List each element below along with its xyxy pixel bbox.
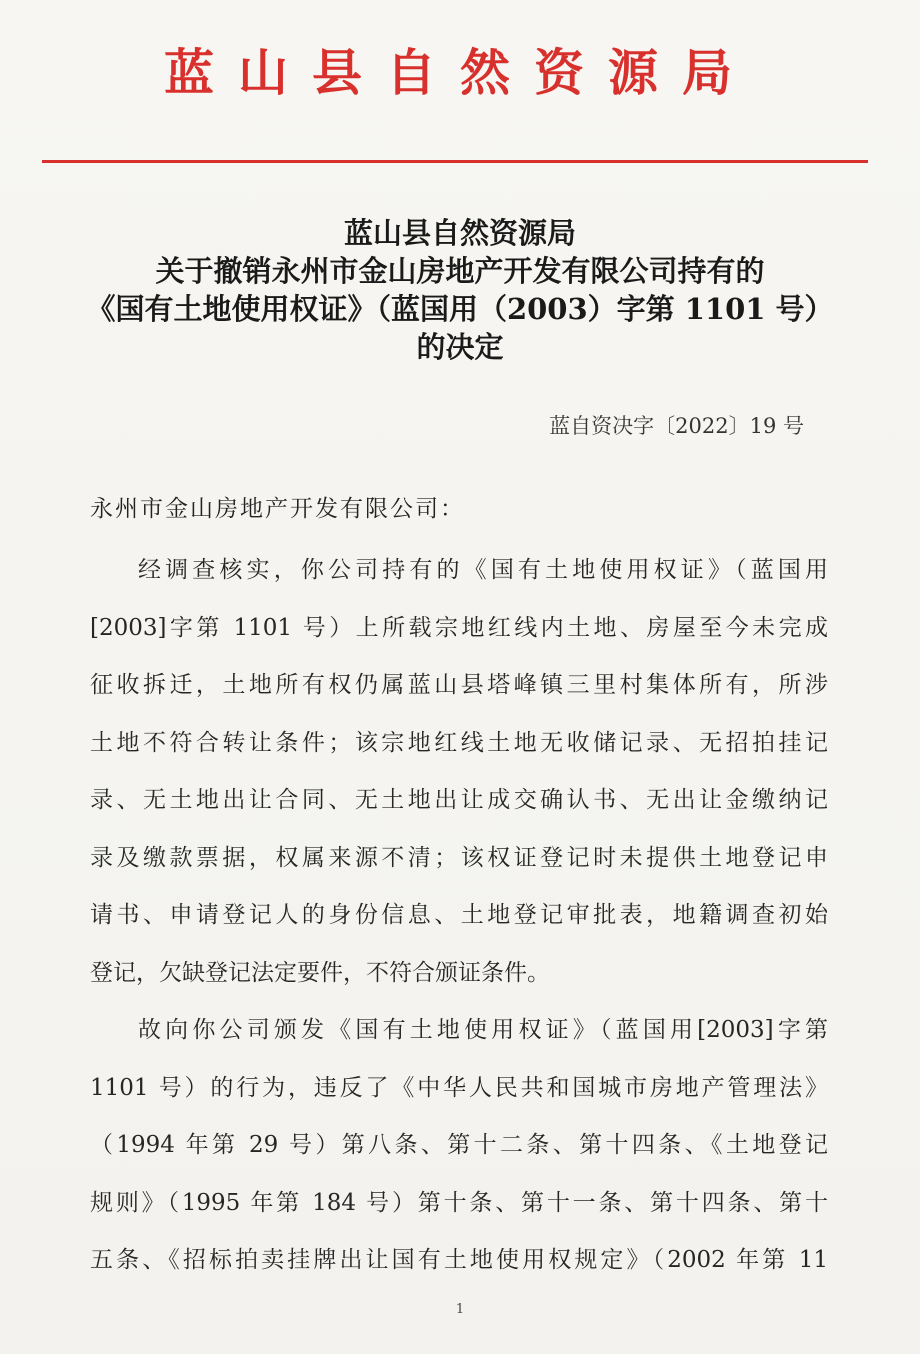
text-line: 规则》（1995 年第 184 号）第十条、第十一条、第十四条、第十 [90, 1189, 828, 1216]
document-title [0, 214, 920, 366]
title-line: 蓝山县自然资源局 [343, 216, 576, 250]
title-line: 的决定 [416, 330, 504, 364]
paragraph-2 [90, 1002, 828, 1290]
salutation: 永州市金山房地产开发有限公司： [90, 496, 465, 522]
text-line: 征收拆迁，土地所有权仍属蓝山县塔峰镇三里村集体所有，所涉 [90, 672, 828, 698]
text-line: 五条、《招标拍卖挂牌出让国有土地使用权规定》（2002 年第 11 [90, 1247, 828, 1273]
paragraph-1 [90, 542, 828, 1002]
text-line: 请书、申请登记人的身份信息、土地登记审批表，地籍调查初始 [90, 902, 828, 928]
text-line: 经调查核实，你公司持有的《国有土地使用权证》（蓝国用 [138, 557, 828, 583]
text-line: 录及缴款票据，权属来源不清；该权证登记时未提供土地登记申 [90, 844, 828, 871]
letterhead-red-rule [42, 160, 868, 163]
text-line: 故向你公司颁发《国有土地使用权证》（蓝国用[2003]字第 [138, 1017, 828, 1043]
text-line: （1994 年第 29 号）第八条、第十二条、第十四条、《土地登记 [90, 1132, 828, 1158]
text-line: 土地不符合转让条件；该宗地红线土地无收储记录、无招拍挂记 [90, 729, 828, 756]
title-line: 关于撤销永州市金山房地产开发有限公司持有的 [155, 254, 765, 288]
text-line: 1101 号）的行为，违反了《中华人民共和国城市房地产管理法》 [90, 1074, 828, 1101]
text-line: 登记，欠缺登记法定要件，不符合颁证条件。 [90, 959, 550, 986]
text-line: 录、无土地出让合同、无土地出让成交确认书、无出让金缴纳记 [90, 787, 828, 813]
document-number: 蓝自资决字〔2022〕19 号 [549, 414, 804, 438]
body-text [90, 542, 828, 1290]
page-number: 1 [455, 1302, 465, 1317]
letterhead-agency-name: 蓝山县自然资源局 [164, 43, 756, 102]
text-line: [2003]字第 1101 号）上所载宗地红线内土地、房屋至今未完成 [90, 614, 828, 641]
title-line: 《国有土地使用权证》（蓝国用（2003）字第 1101 号） [86, 292, 834, 326]
